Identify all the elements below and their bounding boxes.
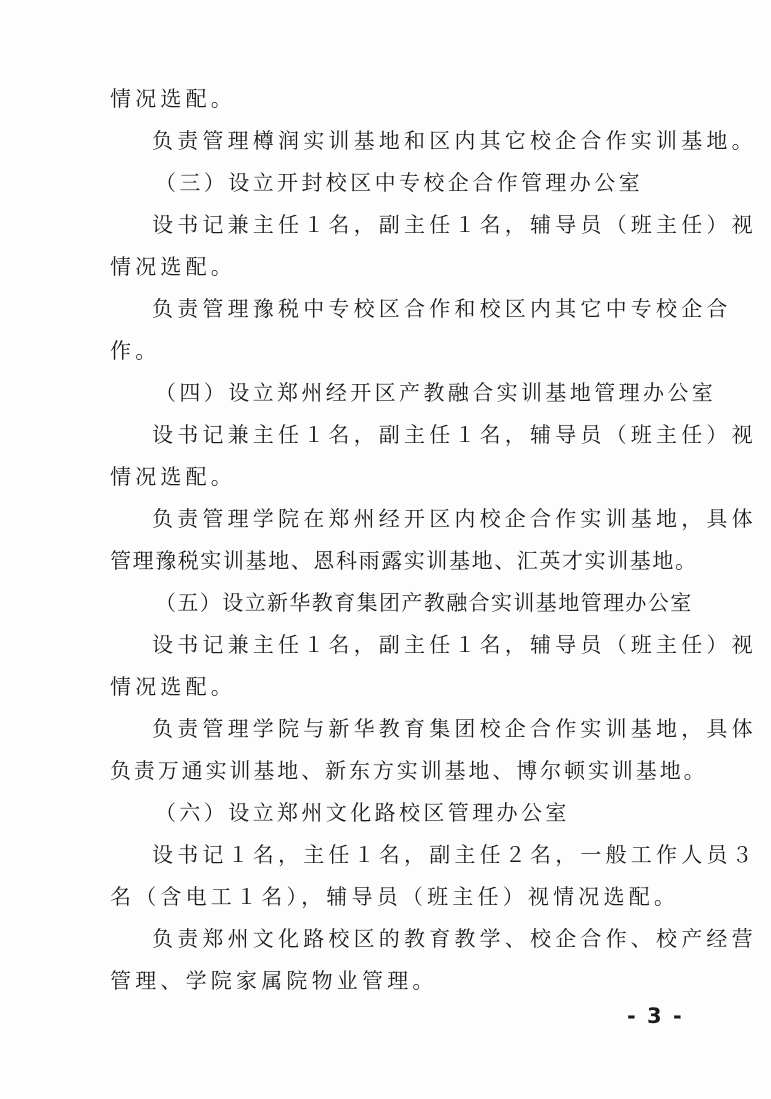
text-line-6: 负责管理豫税中专校区合作和校区内其它中专校企合 [152,297,732,321]
text-line-22: 管理、学院家属院物业管理。 [110,969,438,993]
text-line-1: 情况选配。 [110,87,236,111]
section-heading-5: （五）设立新华教育集团产教融合实训基地管理办公室 [155,591,693,615]
text-line-17: 负责万通实训基地、新东方实训基地、博尔顿实训基地。 [110,759,708,783]
text-line-16: 负责管理学院与新华教育集团校企合作实训基地，具体 [152,717,757,741]
text-line-9: 设书记兼主任１名，副主任１名，辅导员（班主任）视 [152,423,757,447]
section-heading-4: （四）设立郑州经开区产教融合实训基地管理办公室 [155,381,717,405]
text-line-12: 管理豫税实训基地、恩科雨露实训基地、汇英才实训基地。 [110,549,698,573]
text-line-11: 负责管理学院在郑州经开区内校企合作实训基地，具体 [152,507,757,531]
text-line-4: 设书记兼主任１名，副主任１名，辅导员（班主任）视 [152,213,757,237]
text-line-2: 负责管理樽润实训基地和区内其它校企合作实训基地。 [152,129,757,153]
page-number: - 3 - [627,1004,684,1028]
text-line-10: 情况选配。 [110,465,236,489]
text-line-5: 情况选配。 [110,255,236,279]
section-heading-6: （六）设立郑州文化路校区管理办公室 [155,801,570,825]
text-line-14: 设书记兼主任１名，副主任１名，辅导员（班主任）视 [152,633,757,657]
text-line-7: 作。 [110,339,161,363]
text-line-20: 名（含电工１名），辅导员（班主任）视情况选配。 [110,885,680,909]
section-heading-3: （三）设立开封校区中专校企合作管理办公室 [155,171,643,195]
text-line-19: 设书记１名，主任１名，副主任２名，一般工作人员３ [152,843,757,867]
text-line-15: 情况选配。 [110,675,236,699]
text-line-21: 负责郑州文化路校区的教育教学、校企合作、校产经营 [152,927,757,951]
